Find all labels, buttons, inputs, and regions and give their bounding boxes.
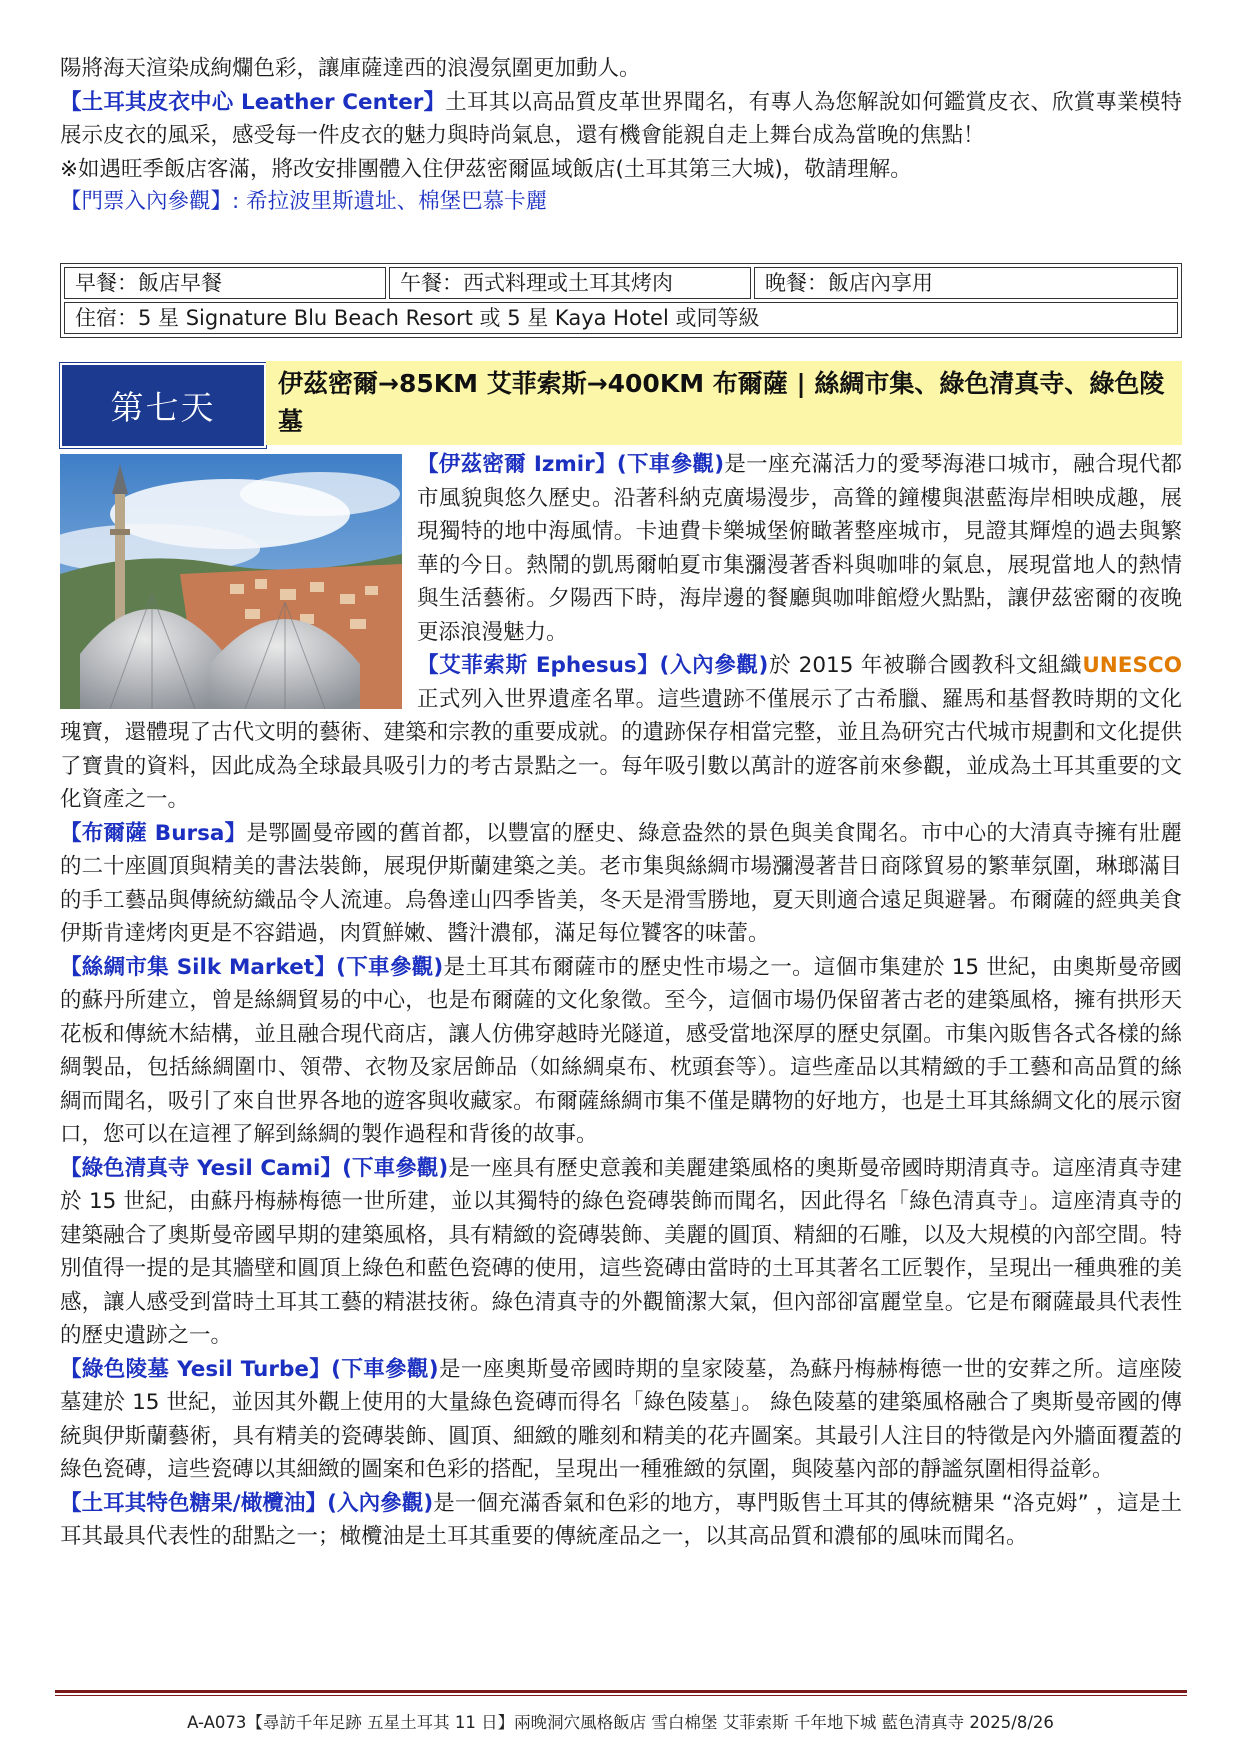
green-mosque-paragraph: [60, 1152, 1182, 1353]
footer-divider-thin: [55, 1695, 1187, 1696]
footer-divider: [55, 1690, 1187, 1693]
meals-row: [64, 267, 1178, 299]
green-mosque-heading: 【綠色清真寺 Yesil Cami】(下車參觀): [60, 1155, 449, 1181]
leather-center-paragraph: [60, 86, 1182, 153]
ephesus-text-b: 正式列入世界遺產名單。這些遺跡不僅展示了古希臘、羅馬和基督教時期的文化瑰寶，還體現了古代文明的藝術、建築和宗教的重要成就。的遺跡保存相當完整，並且為研究古代城市規劃和文化提供了寶貴的資料，因此成為全球最具吸引力的考古景點之一。每年吸引數以萬計的遊客前來參觀，並成為土耳其重要的文化資產之一。: [60, 686, 1182, 812]
day-title: 伊茲密爾→85KM 艾菲索斯→400KM 布爾薩 | 絲綢市集、綠色清真寺、綠色陵墓: [266, 361, 1182, 445]
green-mosque-text: 是一座具有歷史意義和美麗建築風格的奧斯曼帝國時期清真寺。這座清真寺建於 15 世紀，由蘇丹梅赫梅德一世所建，並以其獨特的綠色瓷磚裝飾而聞名，因此得名「綠色清真寺」。這座清真寺的建築融合了奧斯曼帝國早期的建築風格，具有精緻的瓷磚裝飾、美麗的圓頂、精細的石雕，以及大規模的內部空間。特別值得一提的是其牆壁和圓頂上綠色和藍色瓷磚的使用，這些瓷磚由當時的土耳其著名工匠製作，呈現出一種典雅的美感，讓人感受到當時土耳其工藝的精湛技術。綠色清真寺的外觀簡潔大氣，但內部卻富麗堂皇。它是布爾薩最具代表性的歷史遺跡之一。: [60, 1155, 1182, 1348]
ticket-info: 【門票入內參觀】: 希拉波里斯遺址、棉堡巴慕卡麗: [60, 189, 548, 214]
silk-market-text: 是土耳其布爾薩市的歷史性市場之一。這個市集建於 15 世紀，由奧斯曼帝國的蘇丹所建立，曾是絲綢貿易的中心，也是布爾薩的文化象徵。至今，這個市場仍保留著古老的建築風格，擁有拱形天花板和傳統木結構，並且融合現代商店，讓人仿佛穿越時光隧道，感受當地深厚的歷史氛圍。市集內販售各式各樣的絲綢製品，包括絲綢圍巾、領帶、衣物及家居飾品（如絲綢桌布、枕頭套等）。這些產品以其精緻的手工藝和高品質的絲綢而聞名，吸引了來自世界各地的遊客與收藏家。布爾薩絲綢市集不僅是購物的好地方，也是土耳其絲綢文化的展示窗口，您可以在這裡了解到絲綢的製作過程和背後的故事。: [60, 954, 1183, 1147]
silk-market-heading: 【絲綢市集 Silk Market】(下車參觀): [60, 954, 444, 980]
lodging-cell: 住宿：5 星 Signature Blu Beach Resort 或 5 星 Kaya Hotel 或同等級: [64, 302, 1178, 334]
lunch-cell: 午餐：西式料理或土耳其烤肉: [389, 267, 751, 299]
green-tomb-heading: 【綠色陵墓 Yesil Turbe】(下車參觀): [60, 1356, 439, 1382]
unesco-label: UNESCO: [1082, 653, 1182, 678]
day-six-continuation: [60, 52, 1182, 218]
silk-market-paragraph: [60, 951, 1182, 1152]
izmir-heading: 【伊茲密爾 Izmir】(下車參觀): [417, 452, 725, 477]
candy-olive-text: 是一個充滿香氣和色彩的地方，專門販售土耳其的傳統糖果 “洛克姆” ，這是土耳其最具代表性的甜點之一；橄欖油是土耳其重要的傳統產品之一，以其高品質和濃郁的風味而聞名。: [60, 1490, 1182, 1549]
day-seven-body: [60, 448, 1182, 1554]
bursa-text: 是鄂圖曼帝國的舊首都，以豐富的歷史、綠意盎然的景色與美食聞名。市中心的大清真寺擁有壯麗的二十座圓頂與精美的書法裝飾，展現伊斯蘭建築之美。老市集與絲綢市場瀰漫著昔日商隊貿易的繁華氛圍，琳瑯滿目的手工藝品與傳統紡織品令人流連。烏魯達山四季皆美，冬天是滑雪勝地，夏天則適合遠足與避暑。布爾薩的經典美食伊斯肯達烤肉更是不容錯過，肉質鮮嫩、醬汁濃郁，滿足每位饕客的味蕾。: [60, 820, 1182, 946]
intro-line: 陽將海天渲染成絢爛色彩，讓庫薩達西的浪漫氛圍更加動人。: [60, 56, 641, 81]
page-footer: A-A073【尋訪千年足跡 五星土耳其 11 日】兩晚洞穴風格飯店 雪白棉堡 艾菲索斯 千年地下城 藍色清真寺 2025/8/26: [187, 1713, 1054, 1732]
bursa-paragraph: [60, 817, 1182, 951]
lodging-row: [64, 302, 1178, 334]
breakfast-cell: 早餐：飯店早餐: [64, 267, 386, 299]
candy-olive-heading: 【土耳其特色糖果/橄欖油】(入內參觀): [60, 1490, 434, 1516]
meals-table: [60, 263, 1182, 338]
hotel-note: ※如遇旺季飯店客滿，將改安排團體入住伊茲密爾區域飯店(土耳其第三大城)，敬請理解。: [60, 156, 912, 182]
dinner-cell: 晚餐：飯店內享用: [754, 267, 1178, 299]
leather-center-text: 土耳其以高品質皮革世界聞名，有專人為您解說如何鑑賞皮衣、欣賞專業模特展示皮衣的風采，感受每一件皮衣的魅力與時尚氣息，還有機會能親自走上舞台成為當晚的焦點！: [60, 89, 1182, 148]
day-label: 第七天: [110, 388, 216, 427]
izmir-text: 是一座充滿活力的愛琴海港口城市，融合現代都市風貌與悠久歷史。沿著科納克廣場漫步，高聳的鐘樓與湛藍海岸相映成趣，展現獨特的地中海風情。卡迪費卡樂城堡俯瞰著整座城市，見證其輝煌的過去與繁華的今日。熱鬧的凱馬爾帕夏市集瀰漫著香料與咖啡的氣息，展現當地人的熱情與生活藝術。夕陽西下時，海岸邊的餐廳與咖啡館燈火點點，讓伊茲密爾的夜晚更添浪漫魅力。: [417, 452, 1182, 645]
ephesus-text-a: 於 2015 年被聯合國教科文組織: [768, 653, 1083, 678]
day-badge: [60, 363, 266, 448]
leather-center-heading: 【土耳其皮衣中心 Leather Center】: [60, 89, 446, 115]
ephesus-heading: 【艾菲索斯 Ephesus】(入內參觀): [417, 653, 769, 678]
bursa-heading: 【布爾薩 Bursa】: [60, 820, 247, 846]
candy-olive-paragraph: [60, 1487, 1182, 1554]
green-tomb-paragraph: [60, 1353, 1182, 1487]
green-tomb-text: 是一座奧斯曼帝國時期的皇家陵墓，為蘇丹梅赫梅德一世的安葬之所。這座陵墓建於 15 世紀，並因其外觀上使用的大量綠色瓷磚而得名「綠色陵墓」。 綠色陵墓的建築風格融合了奧斯曼帝國的傳統與伊斯蘭藝術，具有精美的瓷磚裝飾、圓頂、細緻的雕刻和精美的花卉圖案。其最引人注目的特徵是內外牆面覆蓋的綠色瓷磚，這些瓷磚以其細緻的圖案和色彩的搭配，呈現出一種雅緻的氛圍，與陵墓內部的靜謐氛圍相得益彰。: [60, 1356, 1182, 1482]
